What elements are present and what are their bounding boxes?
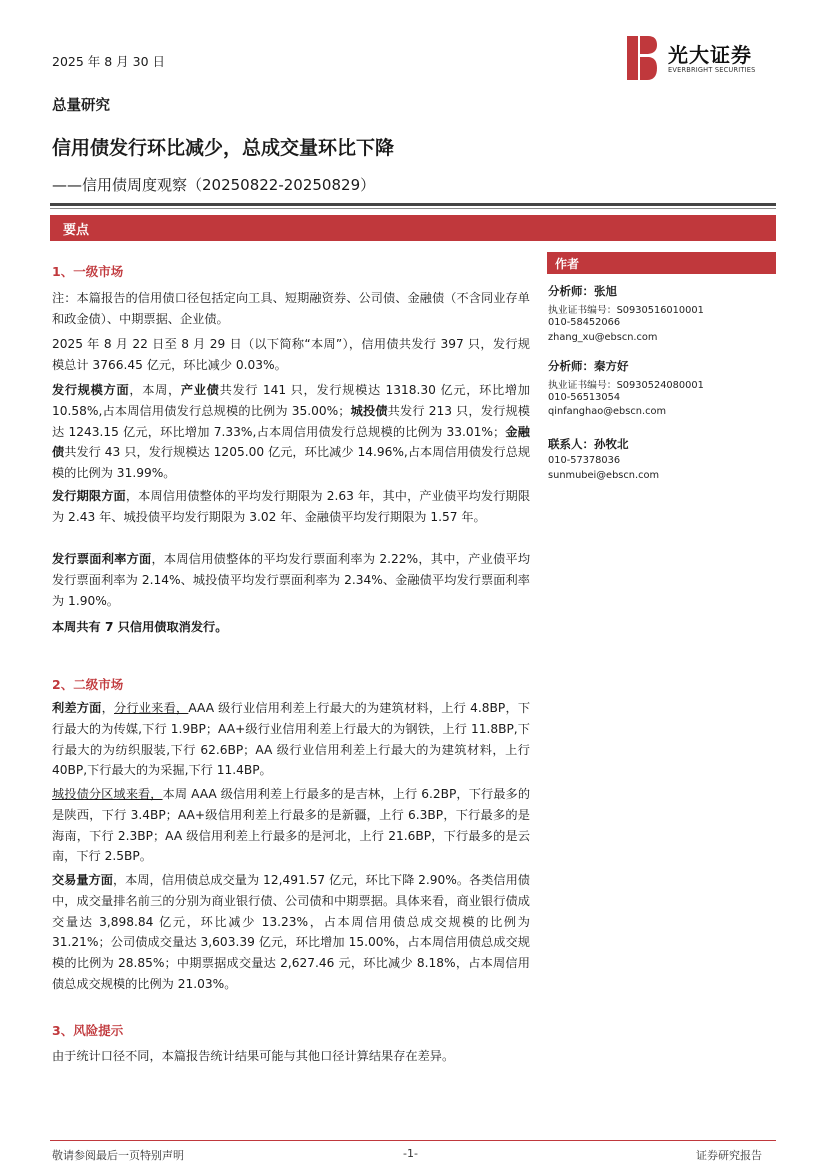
scale-label: 发行规模方面: [52, 383, 130, 397]
company-logo: [627, 36, 777, 80]
city-text: 本周 AAA 级信用利差上行最多的是吉林，上行 6.2BP，下行最多的是陕西，下行 3.4BP；AA+级信用利差上行最多的是新疆，上行 6.3BP，下行最多的是海南，下行 2.3BP；AA 级信用利差上行最多的是河北，上行 21.6BP，下行最多的是云南，下行 2.5BP。: [52, 787, 531, 864]
risk-text: 由于统计口径不同，本篇报告统计结果可能与其他口径计算结果存在差异。: [52, 1049, 455, 1063]
industrial-bond-label: 产业债: [180, 383, 220, 397]
author-bar: [547, 252, 776, 274]
analyst-2-email[interactable]: qinfanghao@ebscn.com: [548, 406, 667, 417]
section-heading-risk: 3、风险提示: [52, 1023, 124, 1038]
report-category: 总量研究: [52, 98, 110, 114]
analyst-1-email[interactable]: zhang_xu@ebscn.com: [548, 332, 658, 343]
primary-rate-paragraph: [52, 549, 530, 611]
report-date: 2025 年 8 月 30 日: [52, 54, 166, 69]
primary-scale-paragraph: [52, 380, 530, 484]
contact-phone: 010-57378036: [548, 455, 621, 466]
secondary-volume-paragraph: [52, 870, 530, 995]
secondary-spread-paragraph: [52, 698, 530, 781]
analyst-2-phone: 010-56513054: [548, 392, 621, 403]
spread-label: 利差方面: [52, 701, 102, 715]
author-label: 作者: [555, 257, 580, 271]
by-industry-label: 分行业来看，: [114, 701, 189, 715]
scale-text-2: 共发行 141 只，发行规模达 1318.30 亿元，环比增加 10.58%,占本周信用债发行总规模的比例为 35.00%；: [52, 383, 530, 418]
report-subtitle: ——信用债周度观察（20250822-20250829）: [52, 176, 376, 194]
analyst-2-cert: 执业证书编号：S0930524080001: [548, 380, 704, 391]
financial-bond-label: 金融债: [52, 424, 530, 460]
section-heading-secondary: 2、二级市场: [52, 677, 124, 692]
header-divider-thick: [50, 203, 776, 206]
scale-text-3: 共发行 213 只，发行规模达 1243.15 亿元，环比增加 7.33%,占本周信用债发行总规模的比例为 33.01%；: [52, 403, 530, 439]
primary-cancel-note: 本周共有 7 只信用债取消发行。: [52, 620, 228, 634]
key-points-bar: [50, 215, 776, 241]
city-bond-label: 城投债: [350, 403, 388, 418]
footer-divider: [50, 1140, 776, 1141]
contact-name: 联系人：孙牧北: [548, 437, 629, 451]
everbright-logo-icon: [627, 36, 657, 80]
key-points-label: 要点: [63, 223, 90, 238]
report-type: 证券研究报告: [696, 1149, 762, 1162]
scale-text-4: 共发行 43 只，发行规模达 1205.00 亿元，环比减少 14.96%,占本周信用债发行总规模的比例为 31.99%。: [52, 445, 531, 481]
report-title: 信用债发行环比减少，总成交量环比下降: [52, 137, 395, 159]
logo-text-cn: 光大证券: [668, 43, 752, 67]
primary-note: 注：本篇报告的信用债口径包括定向工具、短期融资券、公司债、金融债（不含同业存单和政金债）、中期票据、企业债。: [52, 291, 530, 326]
spread-text-1: ，: [101, 701, 114, 715]
analyst-1-cert: 执业证书编号：S0930516010001: [548, 305, 704, 316]
spread-text-2: AAA 级行业信用利差上行最大的为建筑材料，上行 4.8BP，下行最大的为传媒,下行 1.9BP；AA+级行业信用利差上行最大的为钢铁，上行 11.8BP,下行最大的为纺织服装,下行 62.6BP；AA 级行业信用利差上行最大的为建筑材料，上行 40BP,下行最大的为采掘,下行 11.4BP。: [52, 701, 531, 778]
volume-text: ，本周，信用债总成交量为 12,491.57 亿元，环比下降 2.90%。各类信用债中，成交量排名前三的分别为商业银行债、公司债和中期票据。具体来看，商业银行债成交量达 3,898.84 亿元，环比减少 13.23%，占本周信用债总成交规模的比例为 31.21%；公司债成交量达 3,603.39 亿元，环比增加 15.00%，占本周信用债总成交规模的比例为 28.85%；中期票据成交量达 2,627.46 元，环比减少 8.18%，占本周信用债总成交规模的比例为 21.03%。: [52, 873, 530, 991]
contact-email[interactable]: sunmubei@ebscn.com: [548, 470, 660, 481]
analyst-2-name: 分析师：秦方好: [548, 359, 629, 373]
analyst-1-phone: 010-58452066: [548, 317, 621, 328]
rate-text: ，本周信用债整体的平均发行票面利率为 2.22%，其中，产业债平均发行票面利率为 2.14%、城投债平均发行票面利率为 2.34%、金融债平均发行票面利率为 1.90%。: [52, 552, 531, 608]
primary-overview: 2025 年 8 月 22 日至 8 月 29 日（以下简称“本周”），信用债共发行 397 只，发行规模总计 3766.45 亿元，环比减少 0.03%。: [52, 337, 530, 372]
scale-text-1: ，本周，: [129, 383, 181, 397]
logo-text-en: EVERBRIGHT SECURITIES: [668, 66, 756, 74]
primary-term-paragraph: [52, 486, 530, 528]
term-label: 发行期限方面: [52, 489, 126, 503]
secondary-city-paragraph: [52, 784, 530, 867]
analyst-1-name: 分析师：张旭: [548, 284, 617, 298]
volume-label: 交易量方面: [52, 873, 113, 887]
rate-label: 发行票面利率方面: [52, 552, 152, 566]
by-region-label: 城投债分区域来看，: [52, 787, 163, 801]
page-number: -1-: [403, 1147, 418, 1160]
header-divider-thin: [50, 208, 776, 209]
term-text: ，本周信用债整体的平均发行期限为 2.63 年，其中，产业债平均发行期限为 2.43 年、城投债平均发行期限为 3.02 年、金融债平均发行期限为 1.57 年。: [52, 489, 531, 524]
section-heading-primary: 1、一级市场: [52, 264, 124, 279]
footer-disclaimer: 敬请参阅最后一页特别声明: [52, 1149, 184, 1162]
